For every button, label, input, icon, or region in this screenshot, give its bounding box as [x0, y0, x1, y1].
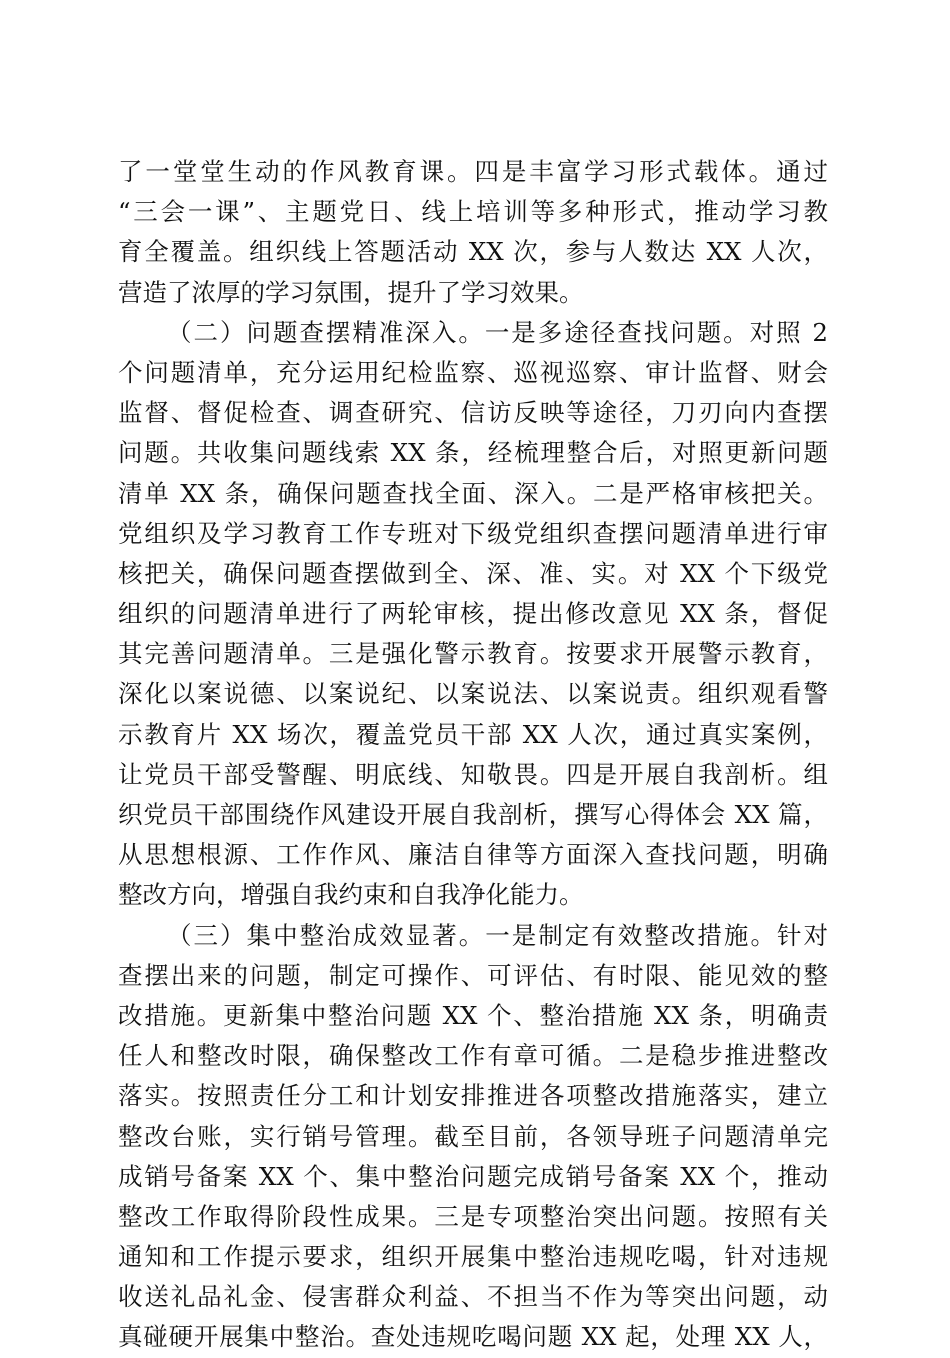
text-line: 真碰硬开展集中整治。查处违规吃喝问题 XX 起，处理 XX 人， — [118, 1322, 828, 1352]
text-line: 育全覆盖。组织线上答题活动 XX 次，参与人数达 XX 人次， — [118, 237, 828, 267]
text-line: 清单 XX 条，确保问题查找全面、深入。二是严格审核把关。 — [118, 478, 828, 508]
text-line: 从思想根源、工作作风、廉洁自律等方面深入查找问题，明确 — [118, 840, 828, 870]
document-body — [118, 152, 828, 1358]
text-line: 核把关，确保问题查摆做到全、深、准、实。对 XX 个下级党 — [118, 558, 828, 588]
text-line: 改措施。更新集中整治问题 XX 个、整治措施 XX 条，明确责 — [118, 1000, 828, 1030]
text-line: 其完善问题清单。三是强化警示教育。按要求开展警示教育， — [118, 639, 828, 669]
text-line: 示教育片 XX 场次，覆盖党员干部 XX 人次，通过真实案例， — [118, 719, 828, 749]
text-line: 党组织及学习教育工作专班对下级党组织查摆问题清单进行审 — [118, 518, 828, 548]
text-line: 了一堂堂生动的作风教育课。四是丰富学习形式载体。通过 — [118, 157, 828, 186]
text-line: 收送礼品礼金、侵害群众利益、不担当不作为等突出问题，动 — [118, 1282, 828, 1312]
text-line: 整改工作取得阶段性成果。三是专项整治突出问题。按照有关 — [118, 1201, 828, 1231]
text-line: “三会一课”、主题党日、线上培训等多种形式，推动学习教 — [118, 197, 828, 227]
text-line: 任人和整改时限，确保整改工作有章可循。二是稳步推进整改 — [118, 1041, 828, 1071]
text-line: 个问题清单，充分运用纪检监察、巡视巡察、审计监督、财会 — [118, 357, 828, 387]
text-line: 深化以案说德、以案说纪、以案说法、以案说责。组织观看警 — [118, 679, 828, 709]
text-line: 落实。按照责任分工和计划安排推进各项整改措施落实，建立 — [118, 1081, 828, 1111]
text-line: 监督、督促检查、调查研究、信访反映等途径，刀刃向内查摆 — [118, 398, 828, 428]
text-line: 组织的问题清单进行了两轮审核，提出修改意见 XX 条，督促 — [118, 599, 828, 629]
text-line: 整改台账，实行销号管理。截至目前，各领导班子问题清单完 — [118, 1121, 828, 1151]
section-heading-line: （二）问题查摆精准深入。一是多途径查找问题。对照 2 — [167, 317, 828, 347]
section-heading-line: （三）集中整治成效显著。一是制定有效整改措施。针对 — [167, 920, 828, 950]
text-line: 营造了浓厚的学习氛围，提升了学习效果。 — [118, 277, 584, 307]
text-line: 成销号备案 XX 个、集中整治问题完成销号备案 XX 个，推动 — [118, 1161, 828, 1191]
text-line: 查摆出来的问题，制定可操作、可评估、有时限、能见效的整 — [118, 960, 828, 990]
text-line: 让党员干部受警醒、明底线、知敬畏。四是开展自我剖析。组 — [118, 759, 828, 789]
text-line: 通知和工作提示要求，组织开展集中整治违规吃喝，针对违规 — [118, 1242, 828, 1272]
text-line: 织党员干部围绕作风建设开展自我剖析，撰写心得体会 XX 篇， — [118, 800, 828, 829]
text-line: 问题。共收集问题线索 XX 条，经梳理整合后，对照更新问题 — [118, 438, 828, 468]
text-line: 整改方向，增强自我约束和自我净化能力。 — [118, 880, 584, 910]
